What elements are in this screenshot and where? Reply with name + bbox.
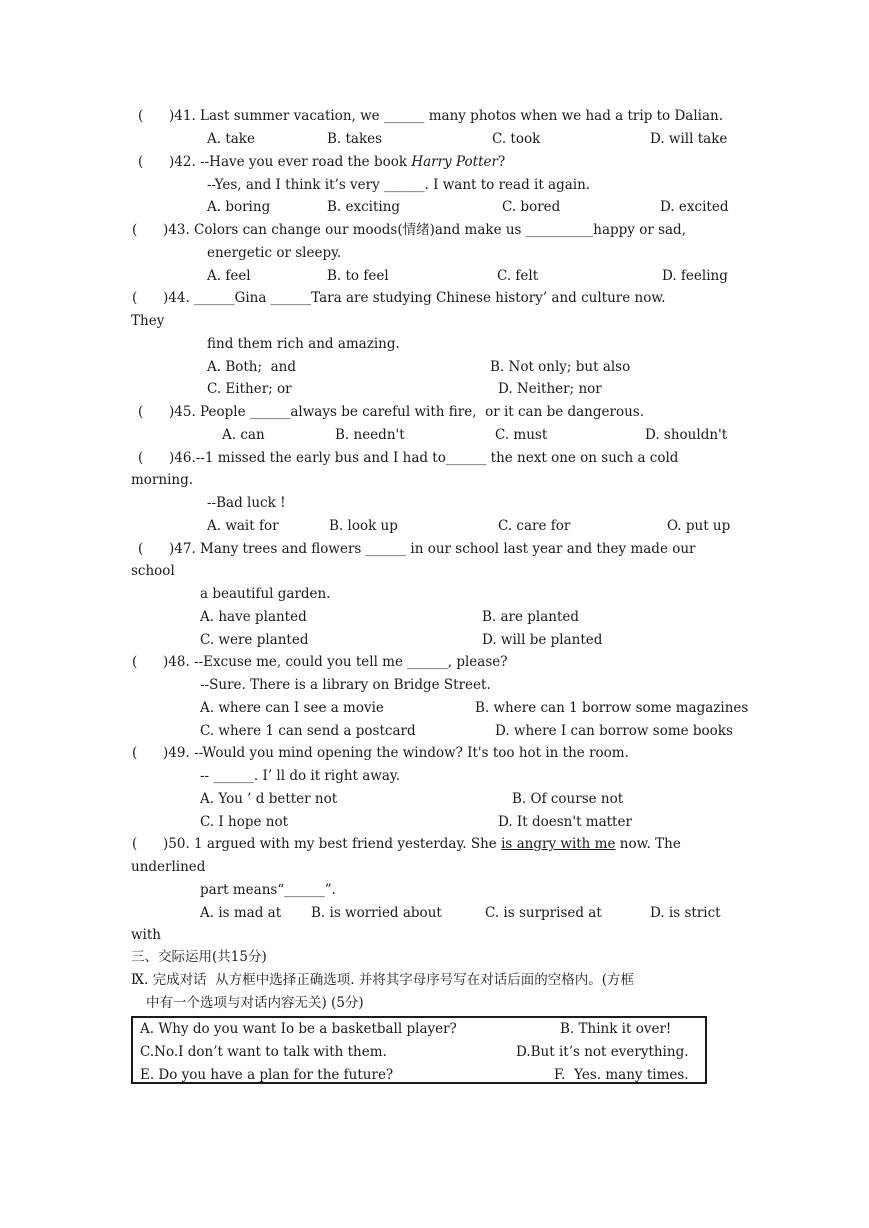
question-43: ( )43. Colors can change our moods(情绪)and make us __________happy or sad, bbox=[132, 222, 686, 238]
question-48: ( )48. --Excuse me, could you tell me ______, please? bbox=[132, 654, 508, 670]
box-option-b: B. Think it over! bbox=[560, 1021, 672, 1037]
option: A. is mad at bbox=[200, 905, 282, 921]
option: D. feeling bbox=[662, 268, 728, 284]
option: C. Either; or bbox=[207, 381, 292, 397]
option: C. care for bbox=[498, 518, 571, 534]
option: B. takes bbox=[327, 131, 383, 147]
option: A. boring bbox=[207, 199, 271, 215]
instruction-line1: Ⅸ. 完成对话 从方框中选择正确选项. 并将其字母序号写在对话后面的空格内。(方框 bbox=[131, 972, 635, 988]
question-46-line2: --Bad luck ! bbox=[207, 495, 286, 511]
option: C. must bbox=[495, 427, 548, 443]
question-46-wrap: morning. bbox=[131, 472, 194, 488]
option: B. needn't bbox=[335, 427, 405, 443]
option: B. are planted bbox=[482, 609, 580, 625]
option: A. have planted bbox=[200, 609, 307, 625]
option: C. is surprised at bbox=[485, 905, 602, 921]
book-title: Harry Potter bbox=[411, 154, 498, 170]
option: D. will take bbox=[650, 131, 728, 147]
box-option-f: F. Yes. many times. bbox=[554, 1067, 689, 1083]
underlined-phrase: is angry with me bbox=[501, 836, 616, 852]
option: C. felt bbox=[497, 268, 539, 284]
option: D. Neither; nor bbox=[498, 381, 602, 397]
option: D. where I can borrow some books bbox=[495, 723, 733, 739]
option: A. can bbox=[222, 427, 265, 443]
option: C. I hope not bbox=[200, 814, 289, 830]
option: D. excited bbox=[660, 199, 729, 215]
question-47-line2: a beautiful garden. bbox=[200, 586, 331, 602]
option: B. Of course not bbox=[512, 791, 624, 807]
option: A. wait for bbox=[207, 518, 279, 534]
option: B. where can 1 borrow some magazines bbox=[475, 700, 749, 716]
option: B. Not only; but also bbox=[490, 359, 631, 375]
option: C. were planted bbox=[200, 632, 309, 648]
section-heading: 三、交际运用(共15分) bbox=[131, 949, 267, 965]
option: C. bored bbox=[502, 199, 561, 215]
option: D. will be planted bbox=[482, 632, 603, 648]
question-50-line2: part means“______”. bbox=[200, 882, 336, 898]
instruction-line2: 中有一个选项与对话内容无关) (5分) bbox=[146, 995, 364, 1011]
question-47: ( )47. Many trees and flowers ______ in our school last year and they made our bbox=[138, 541, 696, 557]
option: B. to feel bbox=[327, 268, 389, 284]
option: D. is strict bbox=[650, 905, 721, 921]
option: A. where can I see a movie bbox=[200, 700, 384, 716]
question-41: ( )41. Last summer vacation, we ______ many photos when we had a trip to Dalian. bbox=[138, 108, 724, 124]
option: D. It doesn't matter bbox=[498, 814, 632, 830]
question-50-wrap: underlined bbox=[131, 859, 206, 875]
question-48-line2: --Sure. There is a library on Bridge Street. bbox=[200, 677, 491, 693]
question-44: ( )44. ______Gina ______Tara are studying Chinese history’ and culture now. bbox=[132, 290, 666, 306]
box-option-a: A. Why do you want Io be a basketball player? bbox=[140, 1021, 457, 1037]
question-49: ( )49. --Would you mind opening the window? It's too hot in the room. bbox=[132, 745, 629, 761]
question-47-wrap: school bbox=[131, 563, 175, 579]
box-option-c: C.No.I don’t want to talk with them. bbox=[140, 1044, 387, 1060]
option: C. where 1 can send a postcard bbox=[200, 723, 416, 739]
option: C. took bbox=[492, 131, 541, 147]
question-50: ( )50. 1 argued with my best friend yesterday. She is angry with me now. The bbox=[132, 836, 681, 852]
box-option-e: E. Do you have a plan for the future? bbox=[140, 1067, 394, 1083]
option: A. take bbox=[207, 131, 255, 147]
question-45: ( )45. People ______always be careful with fire, or it can be dangerous. bbox=[138, 404, 645, 420]
option: A. You ’ d better not bbox=[200, 791, 338, 807]
box-option-d: D.But it’s not everything. bbox=[516, 1044, 689, 1060]
option: A. feel bbox=[207, 268, 251, 284]
question-50-wrap2: with bbox=[131, 927, 161, 943]
options-box bbox=[131, 1016, 707, 1084]
question-49-line2: -- ______. I’ ll do it right away. bbox=[200, 768, 401, 784]
option: B. look up bbox=[329, 518, 398, 534]
question-43-line2: energetic or sleepy. bbox=[207, 245, 342, 261]
option: O. put up bbox=[667, 518, 731, 534]
option: D. shouldn't bbox=[645, 427, 728, 443]
question-44-line2: find them rich and amazing. bbox=[207, 336, 400, 352]
question-46: ( )46.--1 missed the early bus and I had to______ the next one on such a cold bbox=[138, 450, 679, 466]
question-42: ( )42. --Have you ever road the book Harry Potter? bbox=[138, 154, 506, 170]
option: A. Both; and bbox=[207, 359, 297, 375]
question-42-line2: --Yes, and I think it’s very ______. I want to read it again. bbox=[207, 177, 591, 193]
question-44-wrap: They bbox=[131, 313, 165, 329]
option: B. is worried about bbox=[311, 905, 442, 921]
option: B. exciting bbox=[327, 199, 401, 215]
